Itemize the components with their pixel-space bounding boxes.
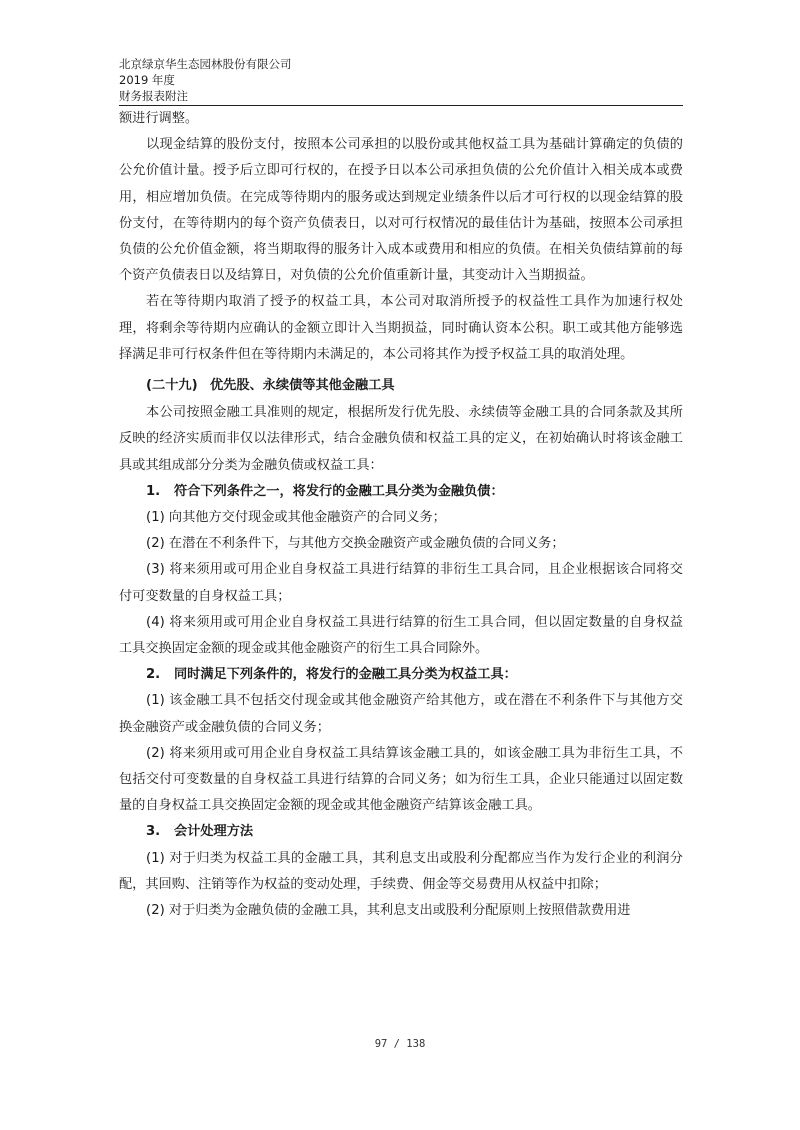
section-number: (二十九) [146,378,198,394]
header-company: 北京绿京华生态园林股份有限公司 [119,57,292,71]
header-year: 2019 年度 [119,73,175,87]
document-body [119,106,683,924]
item-1-clause-4: (4) 将来须用或可用企业自身权益工具进行结算的衍生工具合同，但以固定数量的自身权益工具交换固定金额的现金或其他金融资产的衍生工具合同除外。 [119,614,683,657]
item-1-title: 符合下列条件之一，将发行的金融工具分类为金融负债： [174,483,504,499]
item-2-clause-2: (2) 将来须用或可用企业自身权益工具结算该金融工具的，如该金融工具为非衍生工具，不包括交付可变数量的自身权益工具进行结算的合同义务；如为衍生工具，企业只能通过以固定数量的自身权益工具交换固定金额的现金或其他金融资产结算该金融工具。 [119,745,683,814]
item-2-title: 同时满足下列条件的，将发行的金融工具分类为权益工具： [174,667,517,683]
paragraph-continuation: 额进行调整。 [119,111,199,126]
item-2-number: 2. [146,667,161,683]
item-1-clause-3: (3) 将来须用或可用企业自身权益工具进行结算的非衍生工具合同，且企业根据该合同将交付可变数量的自身权益工具； [119,562,683,604]
item-3-heading [119,819,683,845]
section-title: 优先股、永续债等其他金融工具 [210,378,395,394]
item-3-clause-2: (2) 对于归类为金融负债的金融工具，其利息支出或股利分配原则上按照借款费用进 [146,903,631,919]
item-1-number: 1. [146,483,161,499]
section-heading [119,373,683,399]
header-doc-title: 财务报表附注 [119,89,188,103]
item-3-number: 3. [146,824,161,840]
page-header [119,56,683,104]
paragraph-cancellation: 若在等待期内取消了授予的权益工具，本公司对取消所授予的权益性工具作为加速行权处理，将剩余等待期内应确认的金额立即计入当期损益，同时确认资本公积。职工或其他方能够选择满足非可行权条件但在等待期内未满足的，本公司将其作为授予权益工具的取消处理。 [119,294,683,362]
item-2-clause-1: (1) 该金融工具不包括交付现金或其他金融资产给其他方，或在潜在不利条件下与其他方交换金融资产或金融负债的合同义务； [119,693,683,735]
item-3-clause-1: (1) 对于归类为权益工具的金融工具，其利息支出或股利分配都应当作为发行企业的利润分配，其回购、注销等作为权益的变动处理，手续费、佣金等交易费用从权益中扣除； [119,850,683,892]
item-1-heading [119,479,683,505]
item-1-clause-2: (2) 在潜在不利条件下，与其他方交换金融资产或金融负债的合同义务； [146,536,565,552]
page-number: 97 / 138 [374,1038,426,1050]
item-2-heading [119,662,683,688]
item-1-clause-1: (1) 向其他方交付现金或其他金融资产的合同义务； [146,510,446,526]
section-intro: 本公司按照金融工具准则的规定，根据所发行优先股、永续债等金融工具的合同条款及其所反映的经济实质而非仅以法律形式，结合金融负债和权益工具的定义，在初始确认时将该金融工具或其组成部分分类为金融负债或权益工具： [119,405,683,473]
item-3-title: 会计处理方法 [174,824,254,840]
paragraph-cash-settled: 以现金结算的股份支付，按照本公司承担的以股份或其他权益工具为基础计算确定的负债的公允价值计量。授予后立即可行权的，在授予日以本公司承担负债的公允价值计入相关成本或费用，相应增加负债。在完成等待期内的服务或达到规定业绩条件以后才可行权的以现金结算的股份支付，在等待期内的每个资产负债表日，以对可行权情况的最佳估计为基础，按照本公司承担负债的公允价值金额，将当期取得的服务计入成本或费用和相应的负债。在相关负债结算前的每个资产负债表日以及结算日，对负债的公允价值重新计量，其变动计入当期损益。 [119,137,683,284]
